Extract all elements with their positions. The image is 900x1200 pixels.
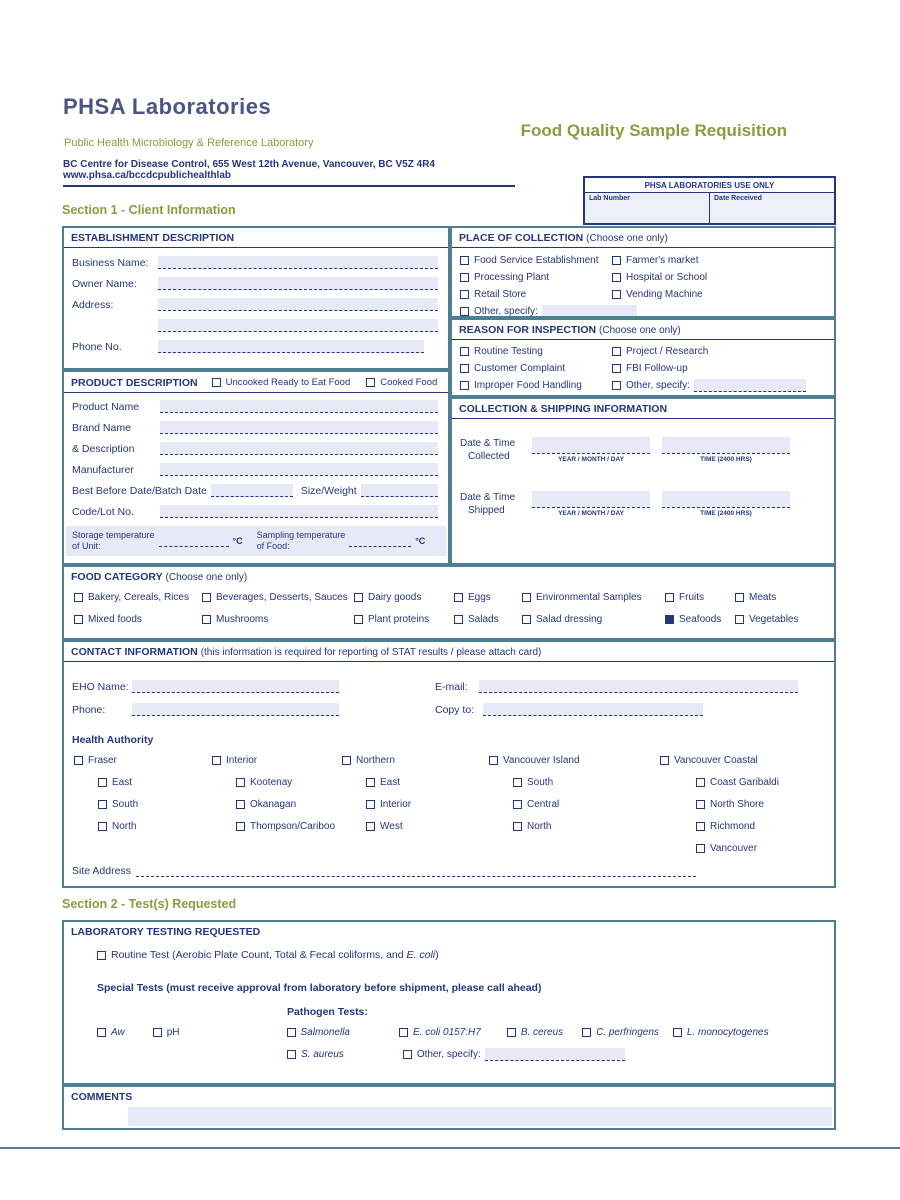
contact-phone-field[interactable] bbox=[132, 703, 339, 716]
dairy-goods-checkbox[interactable] bbox=[354, 593, 363, 602]
place-other-option bbox=[460, 305, 826, 318]
subregion-option: Thompson/Cariboo bbox=[236, 820, 342, 833]
reason-title: REASON FOR INSPECTION bbox=[459, 324, 597, 336]
place-option: Food Service Establishment bbox=[460, 254, 612, 267]
contact-phone-label: Phone: bbox=[72, 704, 106, 716]
region-vancouver-coastal bbox=[660, 754, 834, 855]
address-row-2 bbox=[72, 319, 438, 332]
food-category-item: Mixed foods bbox=[74, 613, 202, 626]
beverages-desserts-sauces-checkbox[interactable] bbox=[202, 593, 211, 602]
food-category-grid bbox=[64, 586, 834, 626]
lab-number-cell[interactable] bbox=[585, 193, 709, 223]
address-label: Address: bbox=[72, 299, 114, 311]
owner-name-field[interactable] bbox=[158, 277, 438, 290]
comments-field[interactable] bbox=[128, 1107, 832, 1126]
food-category-item: Bakery, Cereals, Rices bbox=[74, 591, 202, 604]
subregion-option: North bbox=[513, 820, 660, 833]
lab-other-field[interactable] bbox=[485, 1048, 625, 1061]
shipping-box bbox=[450, 397, 836, 565]
sampling-temp-field[interactable] bbox=[349, 535, 411, 547]
cooked-checkbox[interactable] bbox=[366, 378, 375, 387]
subregion-option: Kootenay bbox=[236, 776, 342, 789]
food-category-box bbox=[62, 565, 836, 640]
lab-testing-box bbox=[62, 920, 836, 1085]
product-name-field[interactable] bbox=[160, 400, 438, 413]
owner-name-label: Owner Name: bbox=[72, 278, 137, 290]
vancouver-coastal-subregions bbox=[696, 776, 834, 855]
eho-email-row bbox=[72, 680, 798, 693]
place-title: PLACE OF COLLECTION bbox=[459, 232, 584, 244]
date-received-label: Date Received bbox=[714, 195, 762, 202]
collected-row bbox=[460, 437, 834, 463]
business-name-label: Business Name: bbox=[72, 257, 149, 269]
storage-temp-field[interactable] bbox=[159, 535, 229, 547]
food-category-item: Environmental Samples bbox=[522, 591, 665, 604]
collected-date-col bbox=[532, 437, 650, 463]
northern-west-checkbox[interactable] bbox=[366, 822, 375, 831]
best-before-field[interactable] bbox=[211, 484, 293, 497]
health-authority-label: Health Authority bbox=[72, 734, 154, 746]
phone-copy-row bbox=[72, 703, 798, 716]
seafoods-checkbox[interactable] bbox=[665, 615, 674, 624]
reason-box bbox=[450, 318, 836, 397]
lab-testing-header bbox=[64, 922, 834, 941]
shipped-time-col bbox=[662, 491, 790, 517]
lab-use-only-title: PHSA LABORATORIES USE ONLY bbox=[585, 178, 834, 193]
collected-time-caption: TIME (2400 HRS) bbox=[700, 456, 752, 463]
hospital-or-school-checkbox[interactable] bbox=[612, 273, 621, 282]
pathogen-row-2 bbox=[287, 1048, 834, 1061]
fraser-checkbox[interactable] bbox=[74, 756, 83, 765]
aw-option: Aw bbox=[97, 1026, 125, 1039]
food-category-item: Beverages, Desserts, Sauces bbox=[202, 591, 354, 604]
vi-south-checkbox[interactable] bbox=[513, 778, 522, 787]
food-category-item: Plant proteins bbox=[354, 613, 454, 626]
shipped-time-caption: TIME (2400 HRS) bbox=[700, 510, 752, 517]
lab-other-checkbox[interactable] bbox=[403, 1050, 412, 1059]
eho-name-field[interactable] bbox=[132, 680, 339, 693]
interior-subregions bbox=[236, 776, 342, 833]
place-other-field[interactable] bbox=[542, 305, 637, 318]
s-aureus-checkbox[interactable] bbox=[287, 1050, 296, 1059]
reason-subtitle: (Choose one only) bbox=[599, 325, 681, 336]
place-option: Hospital or School bbox=[612, 271, 826, 284]
lab-number-label: Lab Number bbox=[589, 195, 630, 202]
contact-header bbox=[64, 642, 834, 662]
vancouver-checkbox[interactable] bbox=[696, 844, 705, 853]
reason-other-field[interactable] bbox=[694, 379, 806, 392]
salmonella-option: Salmonella bbox=[287, 1026, 350, 1039]
region-option: Northern bbox=[342, 754, 489, 767]
cperfringens-option: C. perfringens bbox=[582, 1026, 659, 1039]
lmonocytogenes-option: L. monocytogenes bbox=[673, 1026, 769, 1039]
b-cereus-checkbox[interactable] bbox=[507, 1028, 516, 1037]
region-fraser bbox=[74, 754, 212, 855]
food-service-establishment-checkbox[interactable] bbox=[460, 256, 469, 265]
lab-testing-title: LABORATORY TESTING REQUESTED bbox=[71, 926, 261, 938]
size-weight-field[interactable] bbox=[361, 484, 438, 497]
special-tests-label: Special Tests (must receive approval from laboratory before shipment, please call ahead) bbox=[97, 982, 542, 994]
best-before-row bbox=[72, 484, 438, 497]
contact-subtitle: (this information is required for reporting of STAT results / please attach card) bbox=[200, 647, 542, 658]
cooked-option bbox=[366, 376, 437, 389]
vi-north-checkbox[interactable] bbox=[513, 822, 522, 831]
place-other-label: Other, specify: bbox=[474, 306, 538, 317]
shipped-date-caption: YEAR / MONTH / DAY bbox=[558, 510, 624, 517]
shipping-title: COLLECTION & SHIPPING INFORMATION bbox=[459, 403, 668, 415]
bakery-cereals-rices-checkbox[interactable] bbox=[74, 593, 83, 602]
copy-to-field[interactable] bbox=[483, 703, 703, 716]
address-row bbox=[72, 298, 438, 311]
description-row bbox=[72, 442, 438, 455]
routine-testing-checkbox[interactable] bbox=[460, 347, 469, 356]
reason-header bbox=[452, 320, 834, 340]
reason-other-checkbox[interactable] bbox=[612, 381, 621, 390]
reason-other-option bbox=[612, 379, 826, 392]
health-authority-grid bbox=[74, 754, 834, 855]
region-option: Vancouver Island bbox=[489, 754, 660, 767]
place-of-collection-box bbox=[450, 226, 836, 318]
ecoli-option: E. coli 0157:H7 bbox=[399, 1026, 481, 1039]
l-monocytogenes-checkbox[interactable] bbox=[673, 1028, 682, 1037]
reason-option: Project / Research bbox=[612, 345, 826, 358]
comments-title: COMMENTS bbox=[71, 1091, 133, 1103]
shipped-time-field[interactable] bbox=[662, 491, 790, 508]
temperature-row bbox=[66, 526, 446, 556]
email-label: E-mail: bbox=[435, 681, 468, 693]
brand-name-label: Brand Name bbox=[72, 422, 131, 434]
form-title: Food Quality Sample Requisition bbox=[520, 121, 787, 140]
reason-option: Routine Testing bbox=[460, 345, 612, 358]
customer-complaint-checkbox[interactable] bbox=[460, 364, 469, 373]
region-option: Fraser bbox=[74, 754, 212, 767]
food-category-subtitle: (Choose one only) bbox=[165, 572, 248, 583]
salads-checkbox[interactable] bbox=[454, 615, 463, 624]
fbi-follow-up-checkbox[interactable] bbox=[612, 364, 621, 373]
food-category-item: Eggs bbox=[454, 591, 522, 604]
business-name-field[interactable] bbox=[158, 256, 438, 269]
org-subtitle: Public Health Microbiology & Reference Laboratory bbox=[64, 137, 314, 149]
section1-heading: Section 1 - Client Information bbox=[62, 203, 236, 217]
phone-label: Phone No. bbox=[72, 341, 122, 353]
product-title: PRODUCT DESCRIPTION bbox=[71, 376, 198, 389]
reason-options bbox=[452, 340, 834, 392]
ph-checkbox[interactable] bbox=[153, 1028, 162, 1037]
phone-field[interactable] bbox=[158, 340, 424, 353]
reason-other-label: Other, specify: bbox=[626, 380, 690, 391]
processing-plant-checkbox[interactable] bbox=[460, 273, 469, 282]
region-northern bbox=[342, 754, 489, 855]
project-research-checkbox[interactable] bbox=[612, 347, 621, 356]
region-option: Interior bbox=[212, 754, 342, 767]
comments-box bbox=[62, 1085, 836, 1130]
coast-garibaldi-checkbox[interactable] bbox=[696, 778, 705, 787]
saureus-option: S. aureus bbox=[287, 1048, 344, 1061]
email-field[interactable] bbox=[479, 680, 798, 693]
subregion-option: West bbox=[366, 820, 489, 833]
establishment-box bbox=[62, 226, 450, 370]
owner-name-row bbox=[72, 277, 438, 290]
product-name-label: Product Name bbox=[72, 401, 140, 413]
vancouver-coastal-checkbox[interactable] bbox=[660, 756, 669, 765]
contact-title: CONTACT INFORMATION bbox=[71, 646, 198, 658]
copy-to-label: Copy to: bbox=[435, 704, 475, 716]
food-category-item: Mushrooms bbox=[202, 613, 354, 626]
plant-proteins-checkbox[interactable] bbox=[354, 615, 363, 624]
northern-interior-checkbox[interactable] bbox=[366, 800, 375, 809]
reason-option: Improper Food Handling bbox=[460, 379, 612, 392]
manufacturer-row bbox=[72, 463, 438, 476]
routine-test-option bbox=[97, 949, 834, 962]
north-shore-checkbox[interactable] bbox=[696, 800, 705, 809]
mixed-foods-checkbox[interactable] bbox=[74, 615, 83, 624]
okanagan-checkbox[interactable] bbox=[236, 800, 245, 809]
site-address-field[interactable] bbox=[136, 864, 696, 877]
lab-other-option bbox=[403, 1048, 625, 1061]
vancouver-island-checkbox[interactable] bbox=[489, 756, 498, 765]
food-category-item: Dairy goods bbox=[354, 591, 454, 604]
product-box bbox=[62, 370, 450, 565]
page-footer-rule bbox=[0, 1147, 900, 1149]
fraser-subregions bbox=[98, 776, 212, 833]
pathogen-row-1 bbox=[97, 1026, 834, 1039]
food-category-item: Meats bbox=[735, 591, 834, 604]
shipping-header bbox=[452, 399, 834, 419]
subregion-option: Richmond bbox=[696, 820, 834, 833]
routine-test-label: Routine Test (Aerobic Plate Count, Total & Fecal coliforms, and E. coli) bbox=[111, 949, 439, 961]
date-received-cell[interactable] bbox=[709, 193, 834, 223]
subregion-option: North Shore bbox=[696, 798, 834, 811]
best-before-label: Best Before Date/Batch Date bbox=[72, 485, 207, 497]
reason-option: FBI Follow-up bbox=[612, 362, 826, 375]
food-category-item: Seafoods bbox=[665, 613, 735, 626]
subregion-option: Central bbox=[513, 798, 660, 811]
retail-store-checkbox[interactable] bbox=[460, 290, 469, 299]
thompson-cariboo-checkbox[interactable] bbox=[236, 822, 245, 831]
aw-checkbox[interactable] bbox=[97, 1028, 106, 1037]
code-lot-row bbox=[72, 505, 438, 518]
food-category-header bbox=[64, 567, 834, 586]
place-options bbox=[452, 248, 834, 318]
eho-name-label: EHO Name: bbox=[72, 681, 129, 693]
collected-time-field[interactable] bbox=[662, 437, 790, 454]
shipped-label: Date & Time Shipped bbox=[460, 492, 516, 516]
storage-temp-label: Storage temperature of Unit: bbox=[72, 530, 155, 551]
place-other-checkbox[interactable] bbox=[460, 307, 469, 316]
region-interior bbox=[212, 754, 342, 855]
meats-checkbox[interactable] bbox=[735, 593, 744, 602]
salmonella-checkbox[interactable] bbox=[287, 1028, 296, 1037]
subregion-option: Interior bbox=[366, 798, 489, 811]
cooked-label: Cooked Food bbox=[380, 377, 438, 388]
place-header bbox=[452, 228, 834, 248]
place-option: Vending Machine bbox=[612, 288, 826, 301]
eggs-checkbox[interactable] bbox=[454, 593, 463, 602]
org-name: PHSA Laboratories bbox=[63, 94, 272, 119]
food-category-title: FOOD CATEGORY bbox=[71, 571, 163, 583]
brand-name-field[interactable] bbox=[160, 421, 438, 434]
place-subtitle: (Choose one only) bbox=[586, 233, 668, 244]
mushrooms-checkbox[interactable] bbox=[202, 615, 211, 624]
shipped-date-field[interactable] bbox=[532, 491, 650, 508]
storage-degc-label: °C bbox=[232, 535, 243, 546]
ecoli-0157-checkbox[interactable] bbox=[399, 1028, 408, 1037]
vi-central-checkbox[interactable] bbox=[513, 800, 522, 809]
lab-use-only-box bbox=[583, 176, 836, 225]
description-label: & Description bbox=[72, 443, 135, 455]
reason-option: Customer Complaint bbox=[460, 362, 612, 375]
subregion-option: East bbox=[98, 776, 212, 789]
product-header bbox=[64, 372, 448, 393]
sampling-temp-label: Sampling temperature of Food: bbox=[256, 530, 346, 551]
bcereus-option: B. cereus bbox=[507, 1026, 563, 1039]
region-option: Vancouver Coastal bbox=[660, 754, 834, 767]
collected-label: Date & Time Collected bbox=[460, 438, 516, 462]
lab-use-only-body bbox=[585, 193, 834, 223]
region-vancouver-island bbox=[489, 754, 660, 855]
uncooked-checkbox[interactable] bbox=[212, 378, 221, 387]
improper-food-handling-checkbox[interactable] bbox=[460, 381, 469, 390]
richmond-checkbox[interactable] bbox=[696, 822, 705, 831]
vending-machine-checkbox[interactable] bbox=[612, 290, 621, 299]
address-field-1[interactable] bbox=[158, 298, 438, 311]
food-category-item: Salad dressing bbox=[522, 613, 665, 626]
food-category-item: Salads bbox=[454, 613, 522, 626]
establishment-title: ESTABLISHMENT DESCRIPTION bbox=[64, 228, 448, 248]
northern-east-checkbox[interactable] bbox=[366, 778, 375, 787]
product-name-row bbox=[72, 400, 438, 413]
collected-date-caption: YEAR / MONTH / DAY bbox=[558, 456, 624, 463]
subregion-option: South bbox=[513, 776, 660, 789]
environmental-samples-checkbox[interactable] bbox=[522, 593, 531, 602]
fraser-east-checkbox[interactable] bbox=[98, 778, 107, 787]
c-perfringens-checkbox[interactable] bbox=[582, 1028, 591, 1037]
salad-dressing-checkbox[interactable] bbox=[522, 615, 531, 624]
contact-box bbox=[62, 640, 836, 888]
lab-other-label: Other, specify: bbox=[416, 1049, 481, 1060]
address-field-2[interactable] bbox=[158, 319, 438, 332]
description-field[interactable] bbox=[160, 442, 438, 455]
place-option: Retail Store bbox=[460, 288, 612, 301]
uncooked-label: Uncooked Ready to Eat Food bbox=[225, 377, 351, 388]
uncooked-option bbox=[212, 376, 351, 389]
org-address-line: BC Centre for Disease Control, 655 West 12th Avenue, Vancouver, BC V5Z 4R4 www.phsa.ca/bccdcpublichealthlab bbox=[63, 159, 515, 187]
subregion-option: East bbox=[366, 776, 489, 789]
section2-heading: Section 2 - Test(s) Requested bbox=[62, 897, 237, 911]
establishment-body bbox=[64, 248, 448, 353]
shipped-date-col bbox=[532, 491, 650, 517]
subregion-option: Vancouver bbox=[696, 842, 834, 855]
brand-name-row bbox=[72, 421, 438, 434]
northern-checkbox[interactable] bbox=[342, 756, 351, 765]
food-category-item: Vegetables bbox=[735, 613, 834, 626]
code-lot-field[interactable] bbox=[160, 505, 438, 518]
vancouver-island-subregions bbox=[513, 776, 660, 833]
subregion-option: North bbox=[98, 820, 212, 833]
fraser-north-checkbox[interactable] bbox=[98, 822, 107, 831]
place-option: Farmer's market bbox=[612, 254, 826, 267]
subregion-option: Okanagan bbox=[236, 798, 342, 811]
subregion-option: South bbox=[98, 798, 212, 811]
site-address-row bbox=[72, 864, 824, 877]
fruits-checkbox[interactable] bbox=[665, 593, 674, 602]
pathogen-tests-label: Pathogen Tests: bbox=[287, 1006, 368, 1018]
phone-row bbox=[72, 340, 438, 353]
manufacturer-field[interactable] bbox=[160, 463, 438, 476]
code-lot-label: Code/Lot No. bbox=[72, 506, 134, 518]
collected-date-field[interactable] bbox=[532, 437, 650, 454]
kootenay-checkbox[interactable] bbox=[236, 778, 245, 787]
business-name-row bbox=[72, 256, 438, 269]
routine-test-checkbox[interactable] bbox=[97, 951, 106, 960]
subregion-option: Coast Garibaldi bbox=[696, 776, 834, 789]
interior-checkbox[interactable] bbox=[212, 756, 221, 765]
shipped-row bbox=[460, 491, 834, 517]
product-body bbox=[64, 393, 448, 556]
manufacturer-label: Manufacturer bbox=[72, 464, 134, 476]
sampling-degc-label: °C bbox=[415, 535, 426, 546]
fraser-south-checkbox[interactable] bbox=[98, 800, 107, 809]
collected-time-col bbox=[662, 437, 790, 463]
site-address-label: Site Address bbox=[72, 865, 131, 877]
comments-header bbox=[64, 1087, 834, 1106]
ph-option: pH bbox=[153, 1026, 180, 1039]
farmers-market-checkbox[interactable] bbox=[612, 256, 621, 265]
vegetables-checkbox[interactable] bbox=[735, 615, 744, 624]
size-weight-label: Size/Weight bbox=[300, 485, 357, 497]
place-option: Processing Plant bbox=[460, 271, 612, 284]
northern-subregions bbox=[366, 776, 489, 833]
food-category-item: Fruits bbox=[665, 591, 735, 604]
